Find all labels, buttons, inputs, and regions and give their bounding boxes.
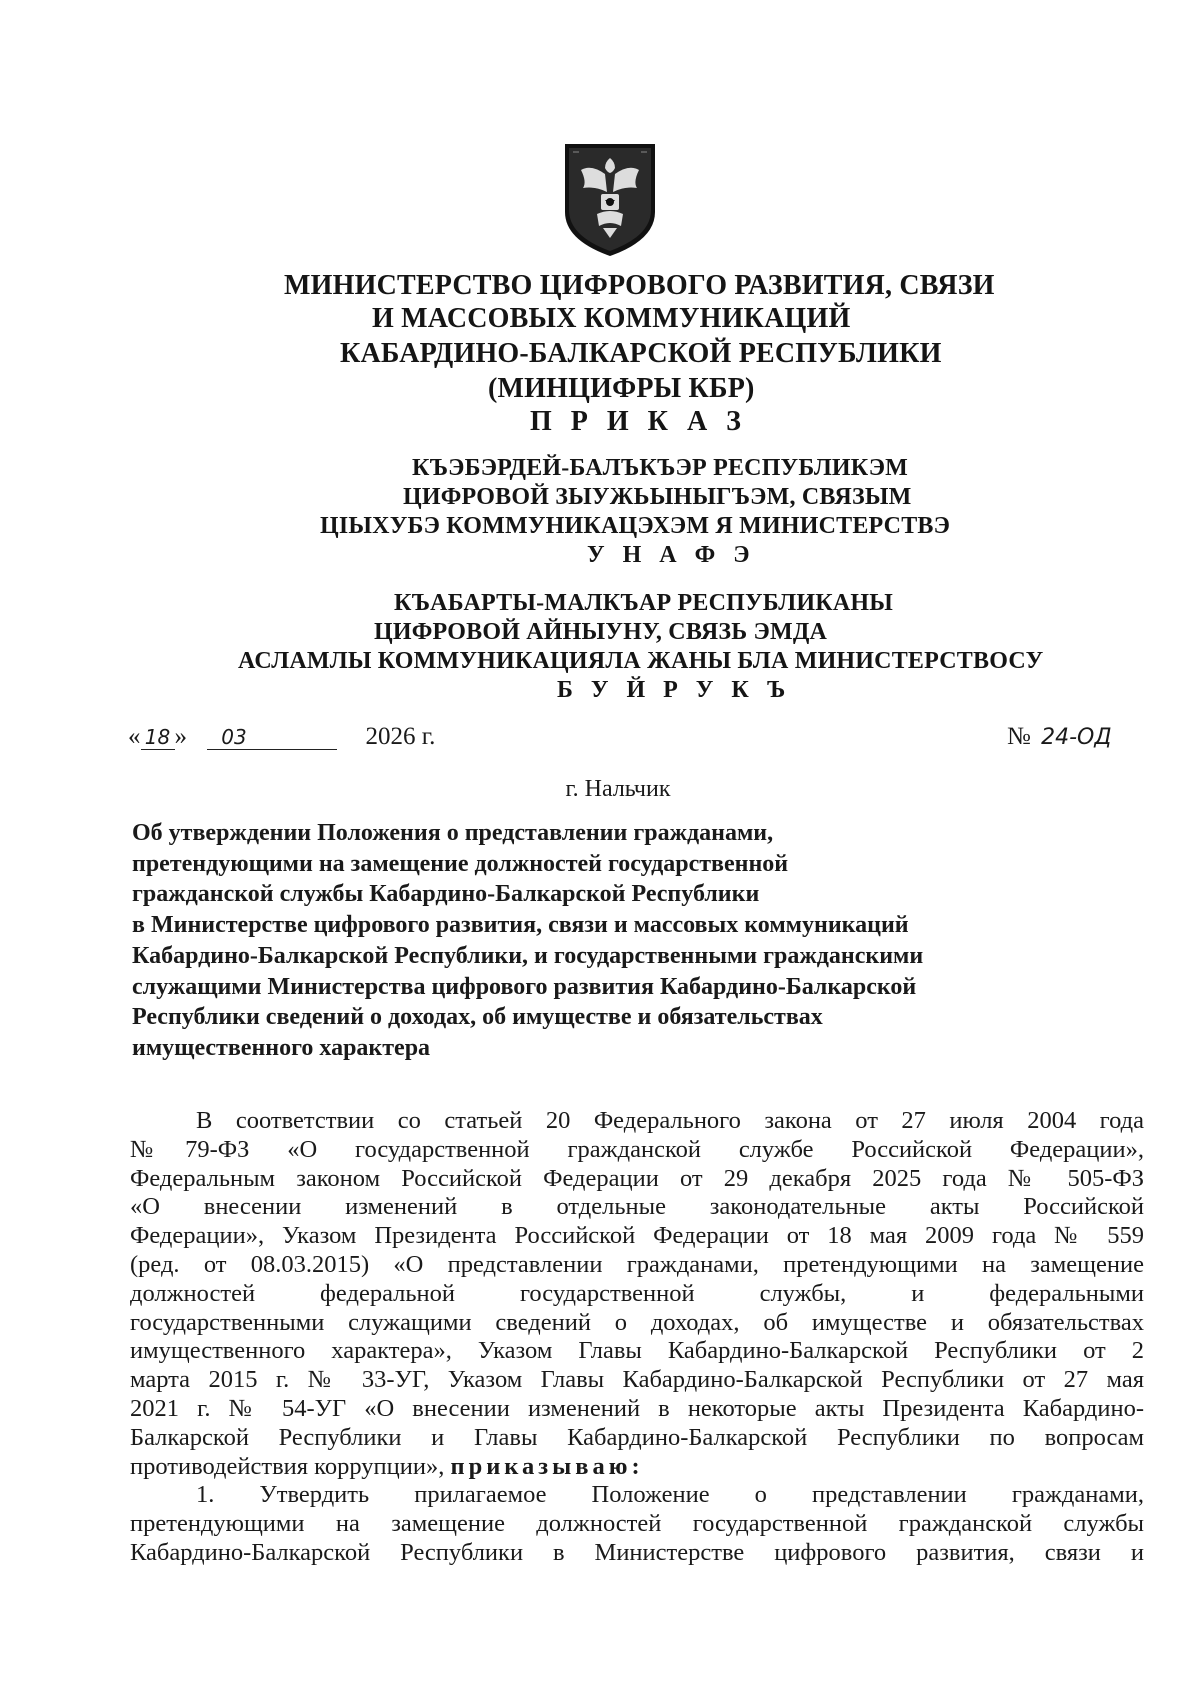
order-body (130, 1107, 1144, 1568)
city-name: г. Нальчик (565, 776, 671, 802)
number-value: 24-ОД (1041, 725, 1112, 750)
ministry-short-name: (МИНЦИФРЫ КБР) (488, 373, 755, 404)
body-line: «О внесении изменений в отдельные законодательные акты Российской (130, 1193, 1144, 1221)
body-line: 2021 г. № 54-УГ «О внесении изменений в некоторые акты Президента Кабардино- (130, 1394, 1144, 1422)
title-line: Об утверждении Положения о представлении гражданами, (132, 820, 774, 846)
title-line: претендующими на замещение должностей государственной (132, 850, 789, 877)
title-line: служащими Министерства цифрового развития Кабардино-Балкарской (132, 973, 917, 1000)
body-line: имущественного характера», Указом Главы Кабардино-Балкарской Республики от 2 (130, 1337, 1144, 1365)
item-1-line: 1. Утвердить прилагаемое Положение о представлении гражданами, (196, 1481, 1144, 1509)
ministry-name-line-2: И МАССОВЫХ КОММУНИКАЦИЙ (372, 303, 851, 334)
body-line: (ред. от 08.03.2015) «О представлении гражданами, претендующими на замещение (130, 1250, 1144, 1278)
ministry-krc-line-2: ЦИФРОВОЙ АЙНЫУНУ, СВЯЗЬ ЭМДА (374, 619, 828, 645)
coat-of-arms-icon (561, 140, 659, 258)
title-line: Республики сведений о доходах, об имуществе и обязательствах (132, 1004, 823, 1031)
title-line: в Министерстве цифрового развития, связи и массовых коммуникаций (132, 912, 909, 939)
date-month: 03 (207, 725, 337, 750)
preamble-end: противодействия коррупции», (130, 1452, 445, 1480)
ministry-krc-line-1: КЪАБАРТЫ-МАЛКЪАР РЕСПУБЛИКАНЫ (394, 590, 893, 616)
title-line: имущественного характера (132, 1034, 431, 1061)
body-line: марта 2015 г. № 33-УГ, Указом Главы Кабардино-Балкарской Республики от 27 мая (130, 1366, 1144, 1394)
body-line: государственными служащими сведений о доходах, об имуществе и обязательствах (130, 1308, 1144, 1336)
body-line: В соответствии со статьей 20 Федерального закона от 27 июля 2004 года (196, 1107, 1144, 1134)
date-open-quote: « (128, 723, 141, 750)
body-line: Балкарской Республики и Главы Кабардино-Балкарской Республики по вопросам (130, 1423, 1144, 1451)
date-year: 2026 г. (365, 723, 436, 750)
date-day: 18 (141, 725, 175, 750)
item-1-line: Кабардино-Балкарской Республики в Министерстве цифрового развития, связи и (130, 1538, 1144, 1566)
title-line: Кабардино-Балкарской Республики, и государственными гражданскими (132, 942, 924, 969)
ministry-kbd-line-1: КЪЭБЭРДЕЙ-БАЛЪКЪЭР РЕСПУБЛИКЭМ (412, 455, 909, 481)
title-line: гражданской службы Кабардино-Балкарской Республики (132, 881, 760, 908)
number-sign: № (1007, 723, 1031, 750)
ministry-kbd-line-2: ЦИФРОВОЙ ЗЫУЖЬЫНЫГЪЭМ, СВЯЗЫМ (403, 484, 912, 510)
document-date (128, 723, 435, 751)
ministry-name-line-1: МИНИСТЕРСТВО ЦИФРОВОГО РАЗВИТИЯ, СВЯЗИ (284, 270, 995, 301)
document-type-ru: П Р И К А З (530, 406, 747, 437)
date-close-quote: » (174, 723, 187, 750)
body-line: Федеральным законом Российской Федерации от 29 декабря 2025 года № 505-ФЗ (130, 1164, 1144, 1192)
item-1-line: претендующими на замещение должностей государственной гражданской службы (130, 1510, 1144, 1538)
order-word: приказываю: (450, 1452, 644, 1480)
document-type-kbd: У Н А Ф Э (587, 542, 756, 568)
document-type-krc: Б У Й Р У К Ъ (557, 677, 792, 703)
ministry-name-line-3: КАБАРДИНО-БАЛКАРСКОЙ РЕСПУБЛИКИ (340, 338, 942, 369)
ministry-krc-line-3: АСЛАМЛЫ КОММУНИКАЦИЯЛА ЖАНЫ БЛА МИНИСТЕРСТВОСУ (238, 648, 1044, 674)
body-line: №79-ФЗ «О государственной гражданской службе Российской Федерации», (130, 1135, 1144, 1163)
document-number (1007, 723, 1112, 751)
order-title (132, 818, 1062, 1064)
ministry-kbd-line-3: ЦIЫХУБЭ КОММУНИКАЦЭХЭМ Я МИНИСТЕРСТВЭ (320, 513, 951, 539)
body-line: должностей федеральной государственной службы, и федеральными (130, 1279, 1144, 1307)
body-line-order (130, 1453, 1144, 1482)
body-line: Федерации», Указом Президента Российской Федерации от 18 мая 2009 года № 559 (130, 1222, 1144, 1250)
